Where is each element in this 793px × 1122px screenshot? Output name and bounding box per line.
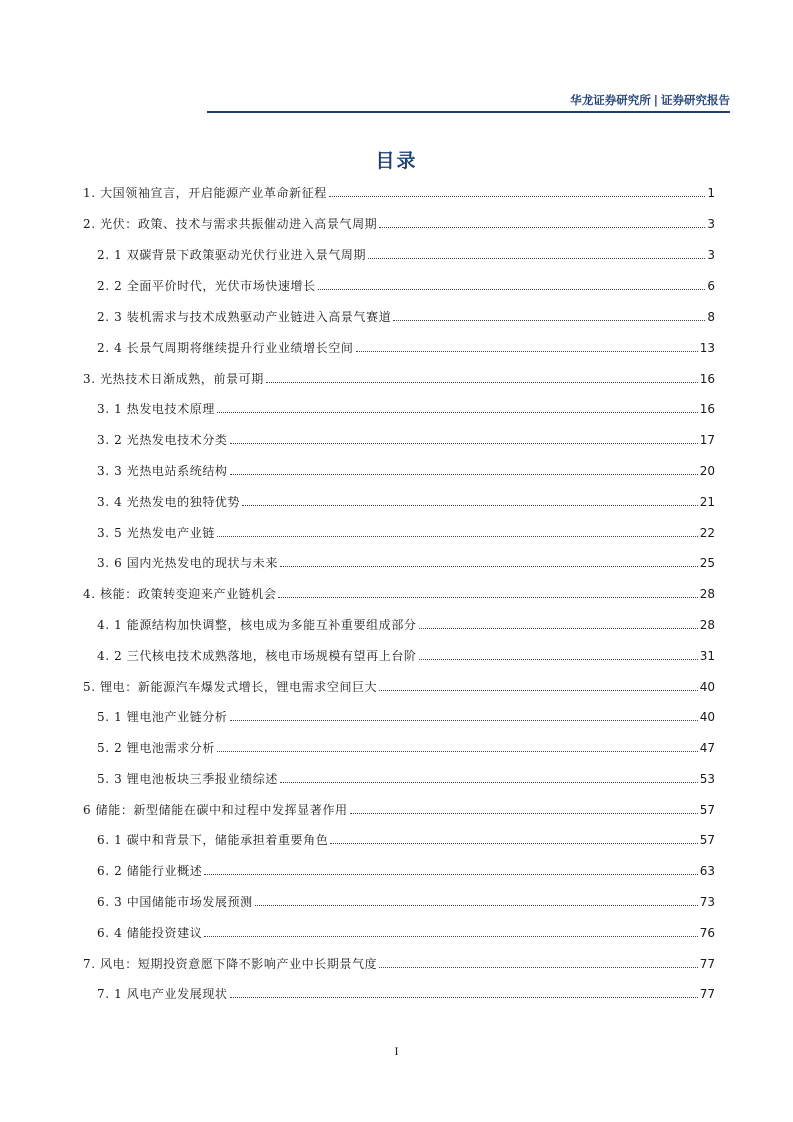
toc-leader [278,597,697,598]
toc-entry[interactable] [83,954,715,972]
toc-entry-label: 7. 风电：短期投资意愿下降不影响产业中长期景气度 [83,957,378,971]
header-rule [207,111,730,113]
toc-entry-label: 2. 4 长景气周期将继续提升行业业绩增长空间 [97,341,354,355]
toc-entry-label: 3. 6 国内光热发电的现状与未来 [97,556,278,570]
toc-leader [368,258,705,259]
toc-leader [217,412,698,413]
toc-entry-label: 4. 1 能源结构加快调整，核电成为多能互补重要组成部分 [97,618,417,632]
toc-entry-label: 5. 锂电：新能源汽车爆发式增长，锂电需求空间巨大 [83,680,378,694]
toc-entry-page: 53 [699,772,715,786]
toc-leader [280,782,698,783]
toc-entry-label: 3. 5 光热发电产业链 [97,526,215,540]
toc-entry-label: 3. 2 光热发电技术分类 [97,433,228,447]
toc-entry[interactable] [97,892,715,910]
toc-entry[interactable] [97,461,715,479]
toc-entry-page: 28 [699,587,715,601]
toc-entry[interactable] [97,523,715,541]
toc-entry-label: 3. 3 光热电站系统结构 [97,464,228,478]
toc-leader [329,196,705,197]
toc-entry-page: 28 [699,618,715,632]
toc-entry[interactable] [97,338,715,356]
header-report-type: 证券研究报告 [661,93,730,107]
toc-leader [330,843,697,844]
toc-leader [217,536,698,537]
toc-entry-label: 5. 1 锂电池产业链分析 [97,710,228,724]
toc-leader [419,628,698,629]
toc-entry-page: 8 [707,310,715,324]
toc-entry-page: 3 [707,248,715,262]
toc-entry[interactable] [83,800,715,818]
toc-leader [266,382,698,383]
toc-entry-page: 16 [699,402,715,416]
toc-entry-label: 3. 1 热发电技术原理 [97,402,215,416]
toc-entry[interactable] [97,923,715,941]
toc-entry[interactable] [83,183,715,201]
toc-entry-page: 22 [699,526,715,540]
toc-leader [350,813,698,814]
toc-entry-label: 6 储能：新型储能在碳中和过程中发挥显著作用 [83,803,348,817]
toc-entry[interactable] [97,646,715,664]
toc-entry[interactable] [83,369,715,387]
toc-entry[interactable] [97,707,715,725]
toc-entry-page: 31 [699,649,715,663]
toc-leader [393,320,705,321]
toc-entry-label: 6. 1 碳中和背景下，储能承担着重要角色 [97,833,329,847]
toc-entry-label: 6. 2 储能行业概述 [97,864,203,878]
toc-leader [230,997,698,998]
toc-entry[interactable] [97,769,715,787]
toc-entry[interactable] [97,399,715,417]
toc-entry-page: 40 [699,680,715,694]
toc-leader [255,905,698,906]
toc-entry-label: 3. 4 光热发电的独特优势 [97,495,241,509]
toc-entry[interactable] [97,738,715,756]
toc-leader [379,227,705,228]
toc-entry-page: 40 [699,710,715,724]
toc-entry[interactable] [83,584,715,602]
report-header [207,92,730,108]
toc-entry[interactable] [97,307,715,325]
toc-entry[interactable] [97,615,715,633]
toc-entry-page: 3 [707,217,715,231]
toc-entry-label: 7. 1 风电产业发展现状 [97,987,228,1001]
toc-entry-page: 57 [699,803,715,817]
toc-entry-page: 25 [699,556,715,570]
toc-entry-page: 17 [699,433,715,447]
toc-entry-label: 2. 2 全面平价时代，光伏市场快速增长 [97,279,316,293]
page-number: I [394,1044,399,1058]
toc-leader [242,505,698,506]
toc-entry[interactable] [97,984,715,1002]
toc-leader [280,566,698,567]
toc-leader [217,751,698,752]
toc-entry-label: 4. 2 三代核电技术成熟落地，核电市场规模有望再上台阶 [97,649,417,663]
toc-entry-page: 63 [699,864,715,878]
toc-entry-page: 73 [699,895,715,909]
toc-entry-page: 76 [699,926,715,940]
toc-entry-label: 6. 3 中国储能市场发展预测 [97,895,253,909]
toc-entry-label: 2. 光伏：政策、技术与需求共振催动进入高景气周期 [83,217,378,231]
toc-entry-page: 16 [699,372,715,386]
toc-entry-label: 1. 大国领袖宣言，开启能源产业革命新征程 [83,186,327,200]
toc-entry-label: 4. 核能：政策转变迎来产业链机会 [83,587,277,601]
toc-entry-page: 57 [699,833,715,847]
toc-entry-page: 77 [699,957,715,971]
toc-entry[interactable] [83,214,715,232]
toc-entry-page: 20 [699,464,715,478]
toc-entry-page: 47 [699,741,715,755]
toc-entry[interactable] [97,553,715,571]
toc-entry-label: 2. 1 双碳背景下政策驱动光伏行业进入景气周期 [97,248,367,262]
toc-leader [230,720,698,721]
toc-entry[interactable] [97,830,715,848]
toc-entry[interactable] [97,492,715,510]
toc-entry-page: 1 [707,186,715,200]
toc-leader [379,967,697,968]
header-separator: | [653,93,658,107]
toc-entry-label: 2. 3 装机需求与技术成熟驱动产业链进入高景气赛道 [97,310,392,324]
toc-leader [419,659,698,660]
toc-entry-label: 5. 3 锂电池板块三季报业绩综述 [97,772,278,786]
toc-entry-page: 6 [707,279,715,293]
toc-entry[interactable] [97,276,715,294]
toc-entry-page: 13 [699,341,715,355]
toc-leader [204,936,697,937]
header-org: 华龙证券研究所 [570,93,651,107]
toc-entry-label: 5. 2 锂电池需求分析 [97,741,215,755]
toc-leader [356,351,698,352]
toc-entry[interactable] [97,861,715,879]
toc-leader [230,443,698,444]
toc-leader [379,690,697,691]
toc-title: 目录 [375,150,418,172]
toc-leader [230,474,698,475]
toc-entry-label: 3. 光热技术日渐成熟，前景可期 [83,372,264,386]
toc-entry-page: 21 [699,495,715,509]
toc-entry[interactable] [97,430,715,448]
toc-leader [318,289,706,290]
toc-entry[interactable] [97,245,715,263]
toc-leader [204,874,697,875]
toc-entry[interactable] [83,677,715,695]
toc-entry-page: 77 [699,987,715,1001]
toc-entry-label: 6. 4 储能投资建议 [97,926,203,940]
